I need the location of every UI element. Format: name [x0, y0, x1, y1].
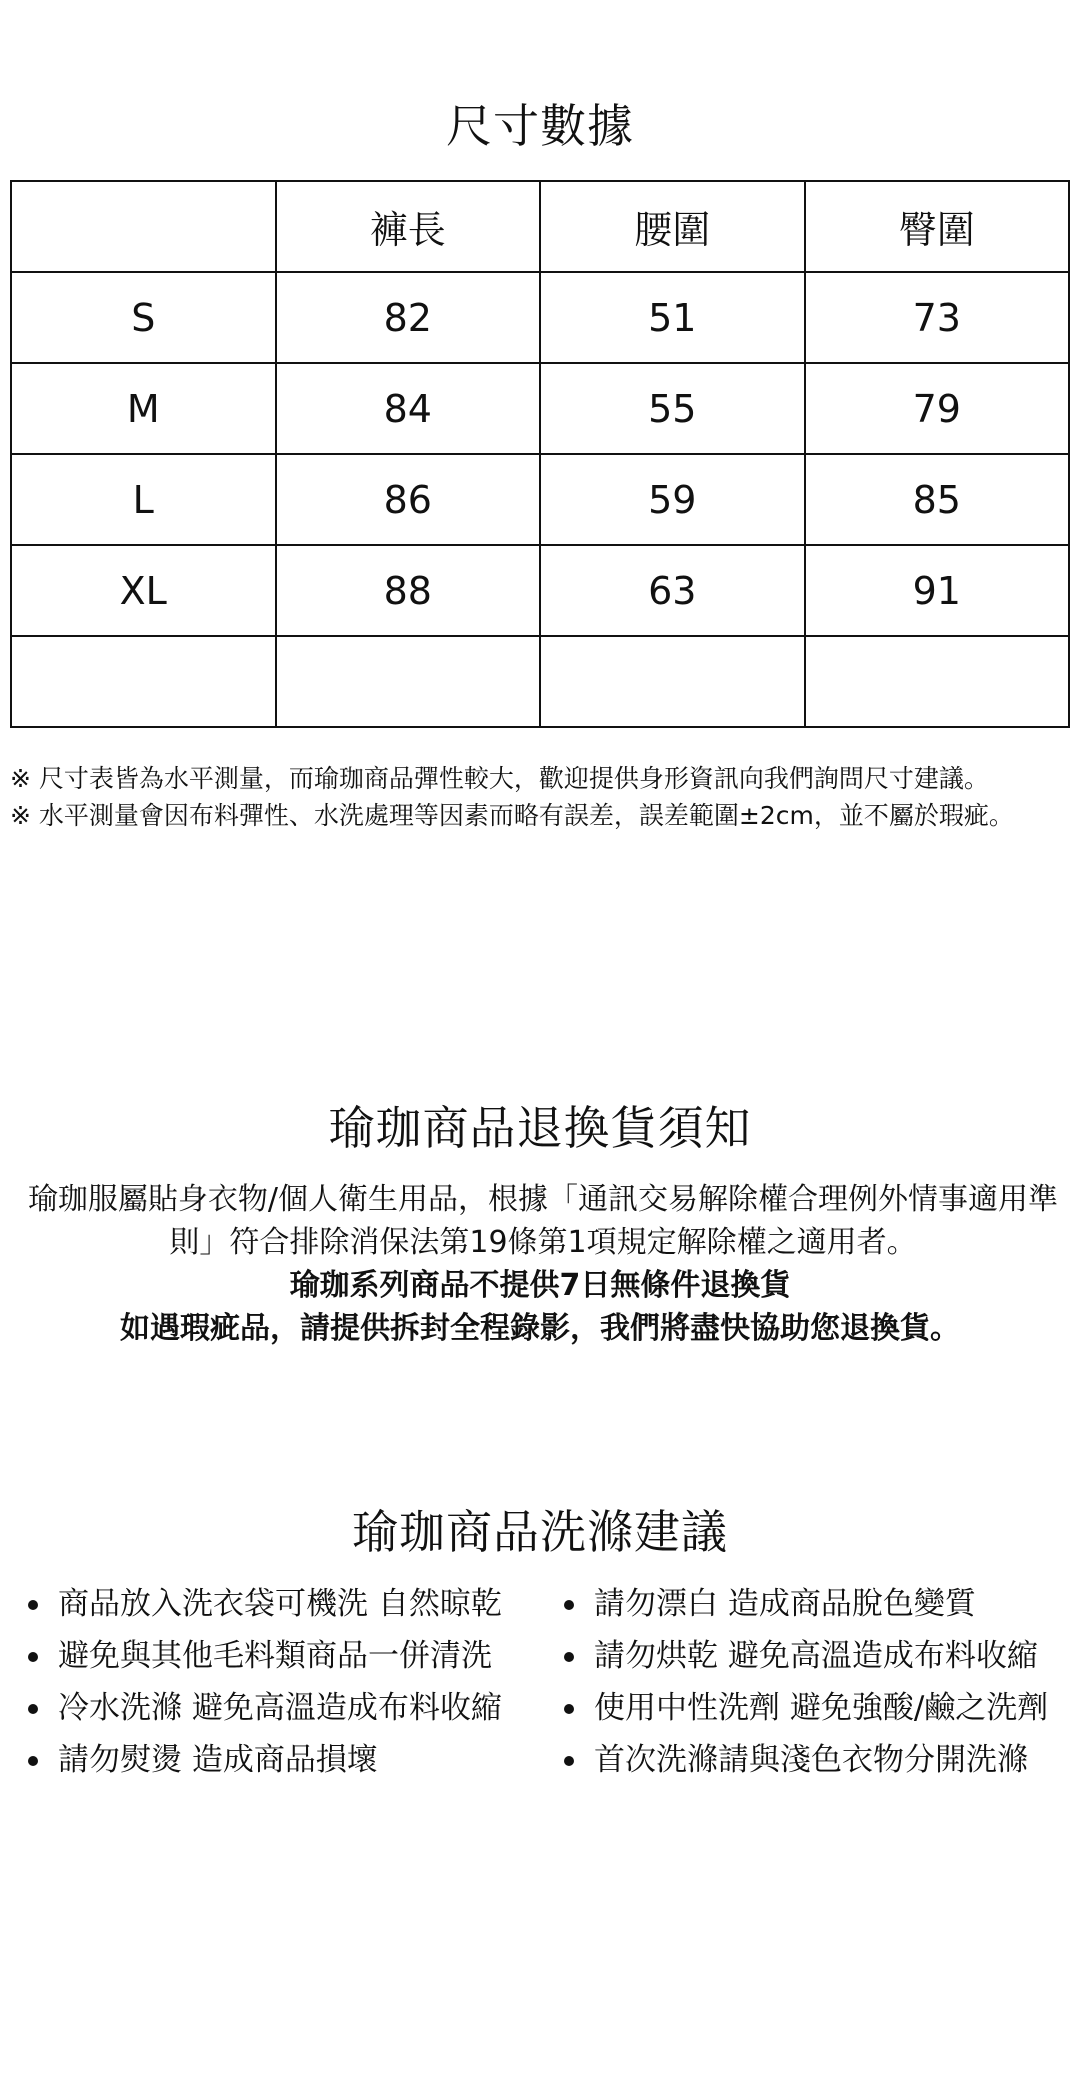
table-cell: 88: [276, 545, 541, 636]
size-chart-title: 尺寸數據: [446, 99, 634, 153]
table-cell: M: [11, 363, 276, 454]
table-cell: L: [11, 454, 276, 545]
return-policy-notice: 瑜珈系列商品不提供7日無條件退換貨: [289, 1268, 791, 1303]
table-header-cell: 褲長: [276, 181, 541, 272]
table-cell: [805, 636, 1070, 727]
list-item: 請勿烘乾 避免高溫造成布料收縮: [548, 1630, 1048, 1682]
return-policy-paragraph: 瑜珈服屬貼身衣物/個人衛生用品，根據「通訊交易解除權合理例外情事適用準則」符合排除消保法第19條第1項規定解除權之適用者。: [27, 1182, 1059, 1260]
list-item: 商品放入洗衣袋可機洗 自然晾乾: [12, 1578, 502, 1630]
table-cell: [540, 636, 805, 727]
table-cell: 86: [276, 454, 541, 545]
table-cell: 59: [540, 454, 805, 545]
size-note: ※ 水平測量會因布料彈性、水洗處理等因素而略有誤差，誤差範圍±2cm，並不屬於瑕疵。: [10, 801, 1014, 830]
return-policy-body: [0, 1178, 1080, 1350]
table-cell: [276, 636, 541, 727]
list-item: 避免與其他毛料類商品一併清洗: [12, 1630, 502, 1682]
table-cell: 85: [805, 454, 1070, 545]
list-item: 使用中性洗劑 避免強酸/鹼之洗劑: [548, 1682, 1048, 1734]
return-policy-title: 瑜珈商品退換貨須知: [328, 1101, 752, 1155]
list-item: 請勿漂白 造成商品脫色變質: [548, 1578, 1048, 1630]
table-row: [11, 363, 1069, 454]
table-row: [11, 454, 1069, 545]
size-chart-notes: [10, 760, 1075, 834]
table-cell: 73: [805, 272, 1070, 363]
table-row: [11, 272, 1069, 363]
table-header-cell: 腰圍: [540, 181, 805, 272]
list-item: 請勿熨燙 造成商品損壞: [12, 1734, 502, 1786]
washing-list-right: [548, 1578, 1048, 1786]
table-header-cell: [11, 181, 276, 272]
table-cell: 63: [540, 545, 805, 636]
list-item: 首次洗滌請與淺色衣物分開洗滌: [548, 1734, 1048, 1786]
table-cell: XL: [11, 545, 276, 636]
table-cell: 79: [805, 363, 1070, 454]
size-chart-table: [10, 180, 1070, 728]
table-cell: 55: [540, 363, 805, 454]
table-cell: 51: [540, 272, 805, 363]
washing-title: 瑜珈商品洗滌建議: [352, 1505, 728, 1559]
table-cell: 84: [276, 363, 541, 454]
size-note: ※ 尺寸表皆為水平測量，而瑜珈商品彈性較大，歡迎提供身形資訊向我們詢問尺寸建議。: [10, 764, 989, 793]
table-cell: 82: [276, 272, 541, 363]
return-policy-defect-notice: 如遇瑕疵品，請提供拆封全程錄影，我們將盡快協助您退換貨。: [120, 1311, 960, 1346]
table-cell: [11, 636, 276, 727]
washing-list-left: [12, 1578, 502, 1786]
table-cell: S: [11, 272, 276, 363]
table-cell: 91: [805, 545, 1070, 636]
table-header-cell: 臀圍: [805, 181, 1070, 272]
table-row: [11, 636, 1069, 727]
table-row: [11, 545, 1069, 636]
list-item: 冷水洗滌 避免高溫造成布料收縮: [12, 1682, 502, 1734]
table-header-row: [11, 181, 1069, 272]
